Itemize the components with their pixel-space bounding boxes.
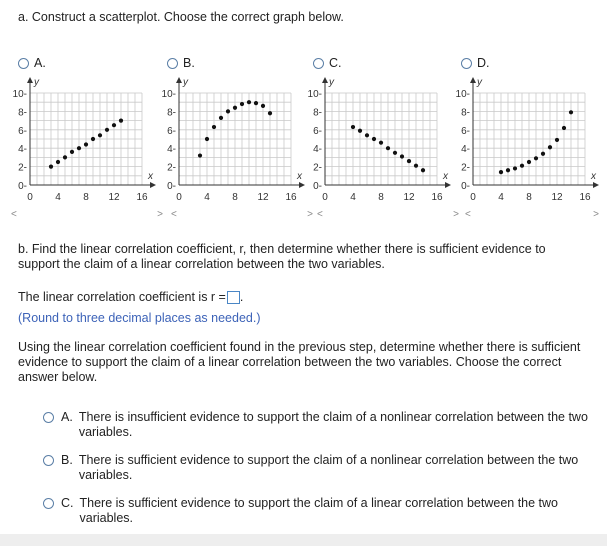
x-tick-label: 4	[55, 192, 61, 203]
answer-choice-a[interactable]	[43, 410, 599, 440]
part-b-question-2: Using the linear correlation coefficient found in the previous step, determine whether there is sufficient evidence to support the claim of a linear correlation between the two variables. Choose the correct answer below.	[18, 340, 581, 384]
data-point	[555, 138, 559, 142]
x-axis-label: x	[148, 171, 153, 182]
x-tick-label: 12	[403, 192, 415, 203]
data-point	[70, 150, 74, 154]
radio-button[interactable]	[43, 455, 54, 466]
scatterplot-a	[0, 74, 153, 204]
y-tick-label: 6-	[167, 125, 176, 137]
y-axis-arrow	[176, 77, 182, 83]
radio-button[interactable]	[18, 58, 29, 69]
y-tick-label: 4-	[461, 144, 470, 156]
x-tick-label: 0	[27, 192, 33, 203]
data-point	[414, 164, 418, 168]
data-point	[548, 145, 552, 149]
data-point	[198, 153, 202, 157]
y-tick-label: 10-	[12, 89, 27, 100]
x-tick-label: 8	[83, 192, 89, 203]
data-point	[386, 146, 390, 150]
scroll-right-icon[interactable]: >	[157, 208, 163, 220]
y-tick-label: 2-	[167, 162, 176, 174]
y-tick-label: 6-	[18, 125, 27, 137]
y-tick-label: 8-	[461, 107, 470, 119]
y-tick-label: 2-	[461, 162, 470, 174]
x-tick-label: 0	[470, 192, 476, 203]
radio-button[interactable]	[43, 412, 54, 423]
y-tick-label: 8-	[18, 107, 27, 119]
graph-option-a[interactable]	[18, 56, 46, 70]
y-axis-arrow	[470, 77, 476, 83]
answer-choice-c[interactable]	[43, 496, 600, 526]
data-point	[407, 159, 411, 163]
data-point	[562, 126, 566, 130]
y-axis-label: y	[34, 77, 39, 88]
y-axis-arrow	[322, 77, 328, 83]
data-point	[77, 146, 81, 150]
choice-letter: C.	[61, 496, 74, 510]
x-tick-label: 8	[526, 192, 532, 203]
data-point	[56, 160, 60, 164]
option-letter: C.	[329, 56, 342, 70]
data-point	[365, 133, 369, 137]
r-prefix: The linear correlation coefficient is r =	[18, 290, 226, 304]
data-point	[351, 125, 355, 129]
data-point	[91, 137, 95, 141]
x-tick-label: 8	[232, 192, 238, 203]
scroll-left-icon[interactable]: <	[465, 208, 471, 220]
option-letter: A.	[34, 56, 46, 70]
y-tick-label: 8-	[167, 107, 176, 119]
data-point	[268, 111, 272, 115]
data-point	[84, 142, 88, 146]
data-point	[205, 137, 209, 141]
data-point	[527, 160, 531, 164]
y-tick-label: 4-	[18, 144, 27, 156]
graph-scrollbar-a[interactable]	[8, 208, 166, 220]
data-point	[49, 165, 53, 169]
part-b-question: b. Find the linear correlation coefficient, r, then determine whether there is sufficient evidence to support the claim of a linear correlation between the two variables.	[18, 242, 546, 271]
data-point	[119, 119, 123, 123]
y-tick-label: 10-	[455, 89, 470, 100]
x-tick-label: 4	[204, 192, 210, 203]
option-letter: D.	[477, 56, 490, 70]
x-tick-label: 8	[378, 192, 384, 203]
data-point	[105, 128, 109, 132]
data-point	[421, 168, 425, 172]
x-axis-label: x	[443, 171, 448, 182]
radio-button[interactable]	[167, 58, 178, 69]
data-point	[513, 166, 517, 170]
choice-letter: B.	[61, 453, 73, 467]
graph-option-d[interactable]	[461, 56, 490, 70]
data-point	[226, 109, 230, 113]
data-point	[112, 123, 116, 127]
scroll-left-icon[interactable]: <	[11, 208, 17, 220]
choice-text: There is sufficient evidence to support the claim of a nonlinear correlation between the two variables.	[78, 453, 579, 482]
part-a-title: a. Construct a scatterplot. Choose the correct graph below.	[18, 10, 344, 24]
x-tick-label: 0	[176, 192, 182, 203]
data-point	[541, 152, 545, 156]
x-tick-label: 16	[136, 192, 148, 203]
x-tick-label: 16	[579, 192, 591, 203]
x-tick-label: 4	[350, 192, 356, 203]
data-point	[219, 116, 223, 120]
scroll-right-icon[interactable]: >	[453, 208, 459, 220]
x-tick-label: 16	[431, 192, 443, 203]
x-tick-label: 12	[108, 192, 120, 203]
data-point	[520, 164, 524, 168]
y-tick-label: 0-	[18, 181, 27, 192]
bottom-strip	[0, 534, 607, 546]
x-axis-label: x	[591, 171, 596, 182]
y-tick-label: 6-	[313, 125, 322, 137]
data-point	[63, 155, 67, 159]
data-point	[400, 154, 404, 158]
data-point	[358, 129, 362, 133]
scatterplot-d	[443, 74, 596, 204]
scroll-right-icon[interactable]: >	[307, 208, 313, 220]
y-tick-label: 4-	[313, 144, 322, 156]
y-tick-label: 0-	[313, 181, 322, 192]
data-point	[499, 170, 503, 174]
y-tick-label: 0-	[461, 181, 470, 192]
y-tick-label: 8-	[313, 107, 322, 119]
data-point	[393, 151, 397, 155]
scroll-right-icon[interactable]: >	[593, 208, 599, 220]
y-axis-label: y	[183, 77, 188, 88]
data-point	[254, 101, 258, 105]
scroll-left-icon[interactable]: <	[317, 208, 323, 220]
y-tick-label: 6-	[461, 125, 470, 137]
y-tick-label: 10-	[161, 89, 176, 100]
graph-scrollbar-c[interactable]	[314, 208, 462, 220]
y-axis-arrow	[27, 77, 33, 83]
round-hint: (Round to three decimal places as needed.)	[18, 311, 261, 325]
data-point	[98, 133, 102, 137]
r-answer-input[interactable]	[227, 291, 240, 304]
graph-scrollbar-b[interactable]	[168, 208, 316, 220]
x-axis-arrow	[593, 182, 599, 188]
option-letter: B.	[183, 56, 195, 70]
radio-button[interactable]	[461, 58, 472, 69]
data-point	[261, 104, 265, 108]
graph-scrollbar-d[interactable]	[462, 208, 602, 220]
data-point	[233, 106, 237, 110]
y-axis-label: y	[329, 77, 334, 88]
choice-text: There is sufficient evidence to support the claim of a linear correlation between the two variables.	[79, 496, 559, 525]
data-point	[379, 141, 383, 145]
answer-choice-b[interactable]	[43, 453, 599, 483]
y-tick-label: 0-	[167, 181, 176, 192]
data-point	[534, 156, 538, 160]
r-answer-line	[18, 290, 243, 305]
x-tick-label: 12	[257, 192, 269, 203]
y-tick-label: 2-	[18, 162, 27, 174]
data-point	[247, 100, 251, 104]
r-suffix: .	[239, 290, 244, 304]
graph-option-c[interactable]	[313, 56, 342, 70]
y-tick-label: 2-	[313, 162, 322, 174]
radio-button[interactable]	[313, 58, 324, 69]
y-tick-label: 4-	[167, 144, 176, 156]
x-tick-label: 16	[285, 192, 297, 203]
radio-button[interactable]	[43, 498, 54, 509]
scatterplot-c	[295, 74, 448, 204]
scatterplot-b	[149, 74, 302, 204]
data-point	[506, 168, 510, 172]
data-point	[372, 137, 376, 141]
x-tick-label: 4	[498, 192, 504, 203]
data-point	[240, 102, 244, 106]
x-tick-label: 0	[322, 192, 328, 203]
y-tick-label: 10-	[307, 89, 322, 100]
data-point	[569, 110, 573, 114]
choice-letter: A.	[61, 410, 73, 424]
choice-text: There is insufficient evidence to support the claim of a nonlinear correlation between the two variables.	[78, 410, 588, 439]
x-tick-label: 12	[551, 192, 563, 203]
graph-option-b[interactable]	[167, 56, 195, 70]
scroll-left-icon[interactable]: <	[171, 208, 177, 220]
y-axis-label: y	[477, 77, 482, 88]
x-axis-label: x	[297, 171, 302, 182]
data-point	[212, 125, 216, 129]
